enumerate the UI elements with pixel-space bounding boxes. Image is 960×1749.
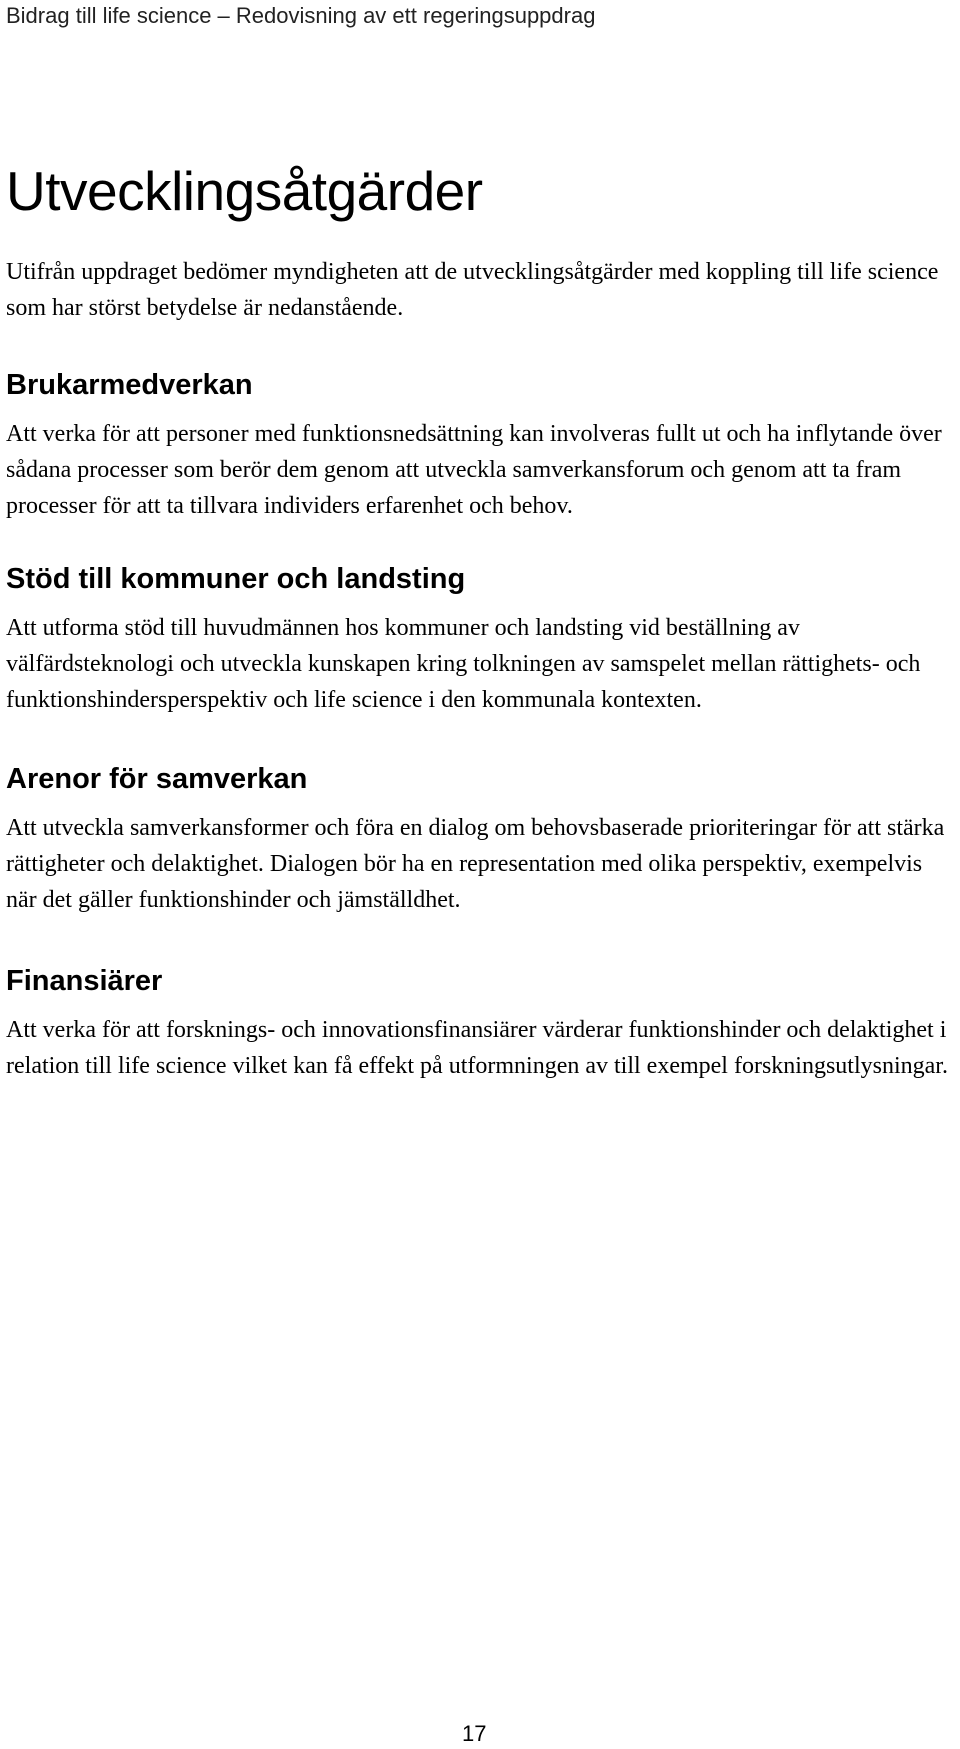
page-title: Utvecklingsåtgärder — [6, 160, 483, 222]
section-heading: Arenor för samverkan — [6, 763, 308, 795]
section-arenor-for-samverkan — [6, 760, 951, 918]
page-number: 17 — [462, 1721, 487, 1746]
section-paragraph: Att verka för att forsknings- och innovationsfinansiärer värderar funktionshinder och delaktighet i relation till life science vilket kan få effekt på utformningen av till exempel forskningsutlysningar. — [6, 1017, 948, 1079]
section-paragraph: Att utforma stöd till huvudmännen hos kommuner och landsting vid beställning av välfärdsteknologi och utveckla kunskapen kring tolkningen av samspelet mellan rättighets- och funktionshindersperspektiv och life science i den kommunala kontexten. — [6, 615, 921, 713]
section-paragraph: Att utveckla samverkansformer och föra en dialog om behovsbaserade prioriteringar för att stärka rättigheter och delaktighet. Dialogen bör ha en representation med olika perspektiv, exempelvis när det gäller funktionshinder och jämställdhet. — [6, 815, 945, 913]
section-heading: Stöd till kommuner och landsting — [6, 563, 466, 595]
section-heading: Finansiärer — [6, 965, 163, 997]
section-brukarmedverkan — [6, 366, 951, 524]
document-body — [6, 158, 951, 1084]
section-heading: Brukarmedverkan — [6, 369, 253, 401]
section-finansiarer — [6, 962, 951, 1084]
intro-paragraph: Utifrån uppdraget bedömer myndigheten att de utvecklingsåtgärder med koppling till life science som har störst betydelse är nedanstående. — [6, 259, 939, 321]
section-paragraph: Att verka för att personer med funktionsnedsättning kan involveras fullt ut och ha inflytande över sådana processer som berör dem genom att utveckla samverkansforum och genom att ta fram processer för att ta tillvara individers erfarenhet och behov. — [6, 421, 942, 519]
section-stod-till-kommuner — [6, 560, 951, 718]
running-header: Bidrag till life science – Redovisning av ett regeringsuppdrag — [6, 3, 596, 28]
